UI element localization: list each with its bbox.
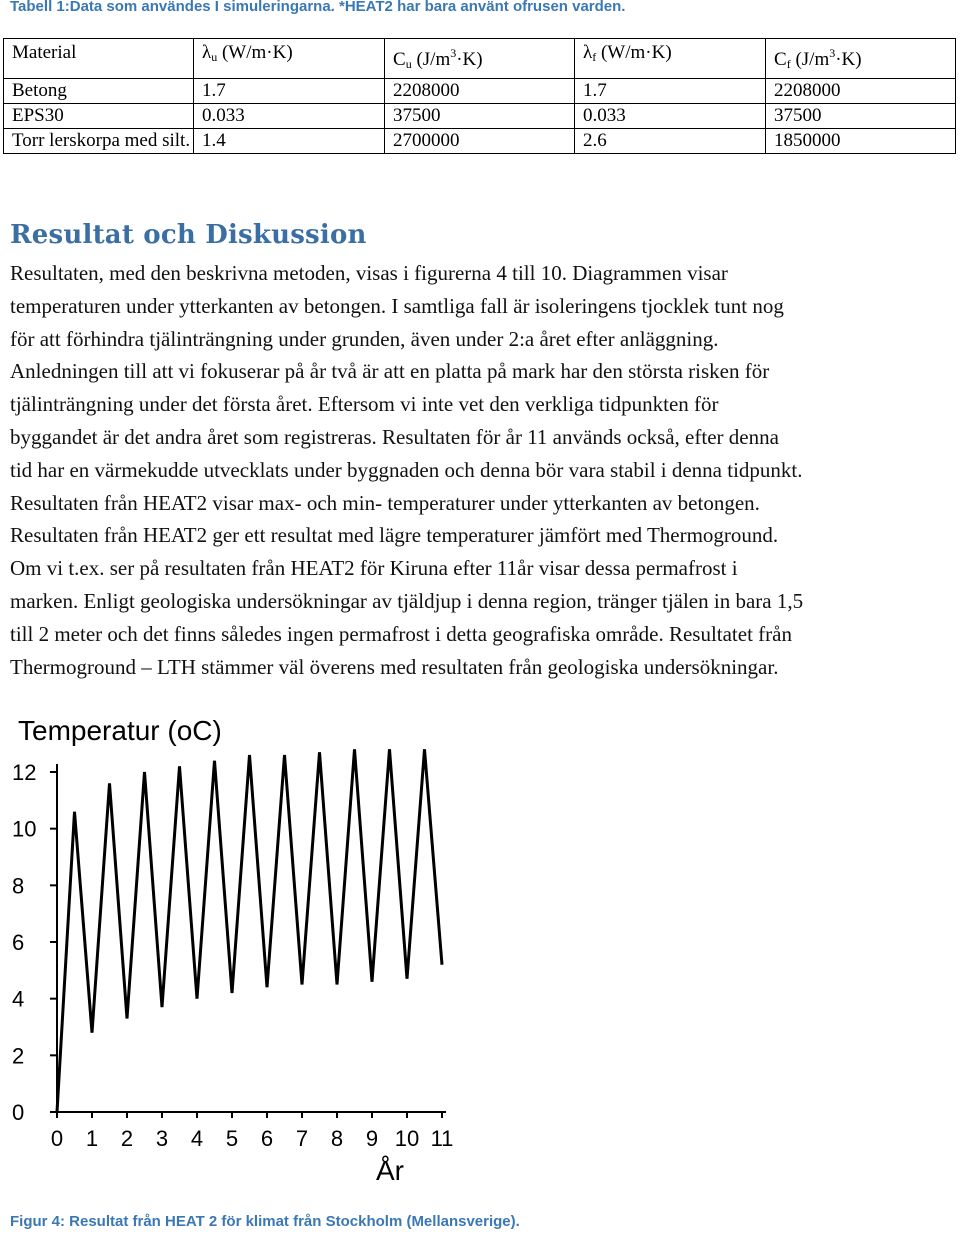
- cell-material: Torr lerskorpa med silt.: [4, 129, 194, 154]
- cell-lambda-u: 0.033: [194, 104, 385, 129]
- cell-lambda-f: 0.033: [575, 104, 766, 129]
- paragraph-line: byggandet är det andra året som registreras. Resultaten för år 11 används också, efter denna: [10, 424, 779, 449]
- paragraph-line: marken. Enligt geologiska undersökningar av tjäldjup i denna region, tränger tjälen in bara 1,5: [10, 588, 804, 613]
- chart-title: Temperatur (oC): [18, 715, 222, 746]
- cell-c-f: 2208000: [766, 79, 956, 104]
- x-tick-label: 6: [260, 1126, 274, 1151]
- table-row: [4, 79, 956, 104]
- y-tick-label: 2: [12, 1043, 25, 1069]
- cell-material: EPS30: [4, 104, 194, 129]
- cell-c-f: 37500: [766, 104, 956, 129]
- temperature-chart: [0, 700, 480, 1195]
- paragraph-line: Resultaten, med den beskrivna metoden, visas i figurerna 4 till 10. Diagrammen visar: [10, 261, 728, 285]
- table-header-row: [4, 39, 956, 79]
- header-c-u: $C_u$ $(J/m^3\cdot K)$: [385, 39, 575, 79]
- cell-lambda-f: 1.7: [575, 79, 766, 104]
- y-tick-label: 12: [12, 760, 37, 785]
- table-row: [4, 129, 956, 154]
- x-axis: [51, 1112, 454, 1151]
- y-tick-label: 4: [12, 986, 25, 1012]
- x-tick-label: 4: [190, 1126, 204, 1151]
- y-tick-label: 0: [12, 1100, 25, 1125]
- paragraph-line: temperaturen under ytterkanten av betongen. I samtliga fall är isoleringens tjocklek tunt nog: [10, 293, 784, 318]
- x-axis-label: År: [376, 1155, 404, 1186]
- paragraph-line: för att förhindra tjälinträngning under grunden, även under 2:a året efter anläggning.: [10, 326, 719, 351]
- paragraph-line: Resultaten från HEAT2 ger ett resultat med lägre temperaturer jämfört med Thermoground.: [10, 523, 779, 548]
- paragraph-line: till 2 meter och det finns således ingen permafrost i detta geografiska område. Resultatet från: [10, 621, 792, 646]
- x-tick-label: 8: [330, 1126, 344, 1151]
- cell-c-u: 37500: [385, 104, 575, 129]
- header-material: Material: [4, 39, 194, 79]
- paragraph-line: Anledningen till att vi fokuserar på år två är att en platta på mark har den största risken för: [10, 359, 770, 384]
- y-axis: [12, 760, 57, 1125]
- cell-lambda-u: 1.7: [194, 79, 385, 104]
- x-tick-label: 0: [50, 1126, 64, 1151]
- table-caption: Tabell 1:Data som användes I simuleringarna. *HEAT2 har bara använt ofrusen varden.: [10, 0, 626, 15]
- header-lambda-u: $\lambda_u$ (W/m·K): [194, 39, 385, 79]
- cell-material: Betong: [4, 79, 194, 104]
- paragraph-line: Resultaten från HEAT2 visar max- och min- temperaturer under ytterkanten av betongen.: [10, 490, 760, 515]
- y-tick-label: 10: [12, 816, 37, 842]
- cell-c-f: 1850000: [766, 129, 956, 154]
- cell-lambda-f: 2.6: [575, 129, 766, 154]
- x-tick-label: 11: [430, 1126, 454, 1151]
- header-lambda-f: $\lambda_f$ (W/m·K): [575, 39, 766, 79]
- body-paragraph: [10, 257, 955, 683]
- x-tick-label: 10: [394, 1126, 420, 1151]
- cell-c-u: 2700000: [385, 129, 575, 154]
- table-row: [4, 104, 956, 129]
- section-heading: Resultat och Diskussion: [10, 220, 367, 250]
- figure-caption: Figur 4: Resultat från HEAT 2 för klimat från Stockholm (Mellansverige).: [10, 1213, 520, 1230]
- paragraph-line: Thermoground – LTH stämmer väl överens med resultaten från geologiska undersökningar.: [10, 654, 779, 679]
- x-tick-label: 7: [295, 1126, 309, 1151]
- y-tick-label: 6: [12, 930, 25, 955]
- temperature-series-line: [57, 749, 442, 1112]
- series-layer: [57, 749, 442, 1112]
- x-tick-label: 2: [120, 1126, 134, 1151]
- paragraph-line: tid har en värmekudde utvecklats under byggnaden och denna bör vara stabil i denna tidpunkt.: [10, 457, 803, 482]
- cell-c-u: 2208000: [385, 79, 575, 104]
- y-tick-label: 8: [12, 873, 25, 899]
- x-tick-label: 9: [365, 1126, 379, 1151]
- x-tick-label: 5: [225, 1126, 239, 1151]
- paragraph-line: tjälinträngning under det första året. Eftersom vi inte vet den verkliga tidpunkten för: [10, 392, 719, 417]
- material-table: [3, 38, 956, 154]
- cell-lambda-u: 1.4: [194, 129, 385, 154]
- paragraph-line: Om vi t.ex. ser på resultaten från HEAT2 för Kiruna efter 11år visar dessa permafrost i: [10, 556, 738, 581]
- header-c-f: $C_f$ $(J/m^3\cdot K)$: [766, 39, 956, 79]
- x-tick-label: 1: [85, 1126, 99, 1151]
- x-tick-label: 3: [155, 1126, 169, 1151]
